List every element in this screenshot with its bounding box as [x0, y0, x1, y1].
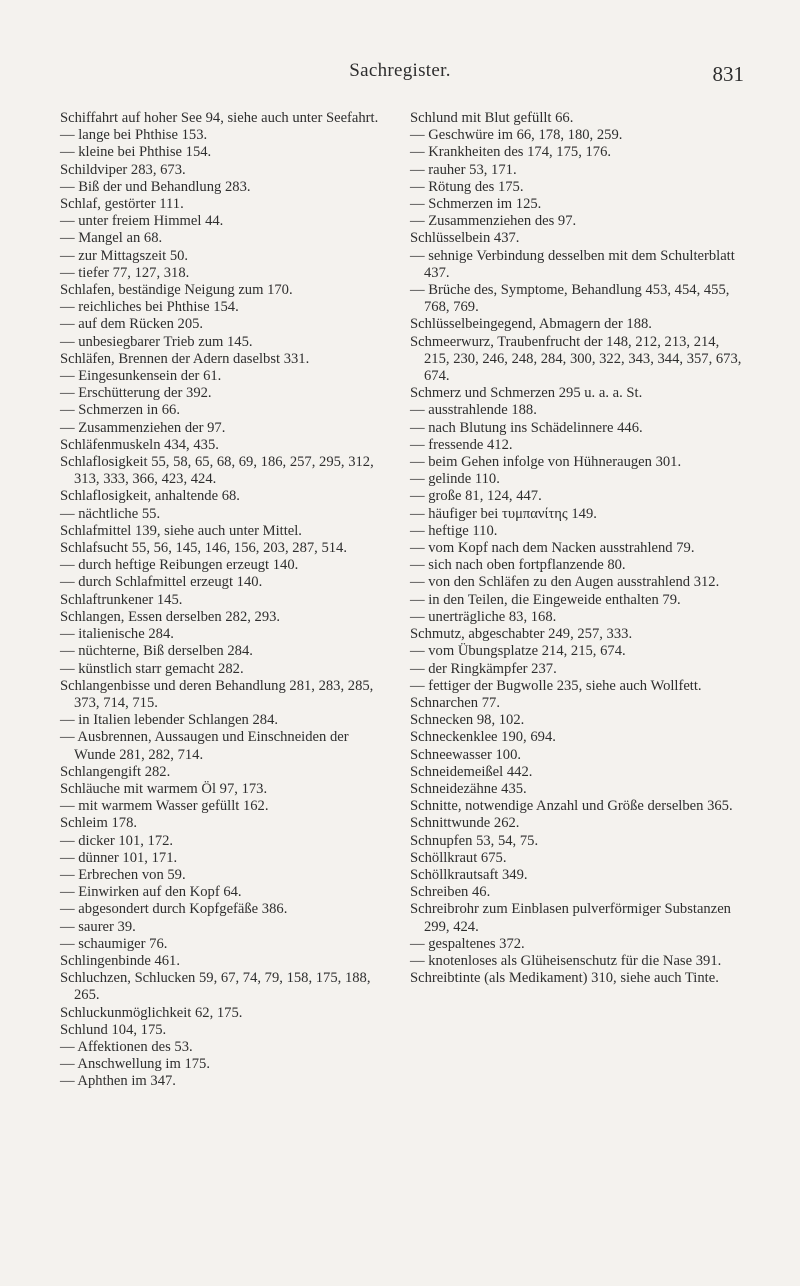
index-entry: — fressende 412.	[410, 436, 513, 453]
index-entry: — Brüche des, Symptome, Behandlung 453, 454, 455, 768, 769.	[410, 282, 730, 316]
index-entry: — gelinde 110.	[410, 471, 500, 488]
index-entry: — unerträgliche 83, 168.	[410, 608, 557, 625]
index-entry: Schmerz und Schmerzen 295 u. a. a. St.	[410, 385, 643, 402]
index-entry: — durch Schlafmittel erzeugt 140.	[60, 574, 263, 591]
index-entry: Schreibtinte (als Medikament) 310, siehe auch Tinte.	[410, 970, 719, 987]
index-entry: — Schmerzen in 66.	[60, 402, 180, 419]
index-entry: Schiffahrt auf hoher See 94, siehe auch unter Seefahrt.	[60, 110, 379, 126]
index-entry: Schöllkraut 675.	[410, 849, 507, 866]
index-entry: Schnarchen 77.	[410, 694, 500, 711]
index-entry: Schnecken 98, 102.	[410, 712, 525, 729]
index-entry: — in den Teilen, die Eingeweide enthalten 79.	[410, 591, 681, 608]
index-entry: Schreiben 46.	[410, 884, 491, 901]
index-entry: — abgesondert durch Kopfgefäße 386.	[60, 901, 288, 918]
index-entry: — häufiger bei τυμπανίτης 149.	[410, 505, 597, 522]
index-entry: Schlund mit Blut gefüllt 66.	[410, 110, 574, 126]
running-title: Sachregister.	[349, 60, 451, 81]
index-entry: — vom Kopf nach dem Nacken ausstrahlend 79.	[410, 540, 695, 557]
index-entry: — Einwirken auf den Kopf 64.	[60, 884, 242, 901]
page-number: 831	[712, 62, 744, 86]
index-entry: Schneidezähne 435.	[410, 780, 527, 797]
index-entry: — Biß der und Behandlung 283.	[60, 178, 251, 195]
index-entry: Schlangenbisse und deren Behandlung 281, 283, 285, 373, 714, 715.	[60, 677, 374, 711]
index-entry: — unbesiegbarer Trieb zum 145.	[60, 333, 253, 350]
index-entry: Schlaflosigkeit, anhaltende 68.	[60, 488, 240, 505]
index-entry: Schreibrohr zum Einblasen pulverförmiger Substanzen 299, 424.	[410, 901, 731, 935]
index-entry: Schleim 178.	[60, 815, 138, 832]
index-entry: Schlund 104, 175.	[60, 1021, 167, 1038]
index-entry: — fettiger der Bugwolle 235, siehe auch Wollfett.	[410, 677, 702, 694]
index-entry: — dicker 101, 172.	[60, 832, 174, 849]
index-entry: Schneckenklee 190, 694.	[410, 729, 556, 746]
index-entry: — in Italien lebender Schlangen 284.	[60, 712, 279, 729]
index-entry: — beim Gehen infolge von Hühneraugen 301.	[410, 454, 682, 471]
index-entry: Schöllkrautsaft 349.	[410, 866, 528, 883]
index-entry: Schneewasser 100.	[410, 746, 522, 763]
index-entry: Schlafen, beständige Neigung zum 170.	[60, 282, 293, 299]
index-entry: — italienische 284.	[60, 626, 174, 643]
index-column-left	[60, 110, 390, 1091]
index-entry: — zur Mittagszeit 50.	[60, 247, 189, 264]
index-entry: — Mangel an 68.	[60, 230, 163, 247]
index-entry: — schaumiger 76.	[60, 935, 168, 952]
index-entry: — knotenloses als Glüheisenschutz für die Nase 391.	[410, 952, 722, 969]
index-entry: — nächtliche 55.	[60, 505, 161, 522]
index-entry: — Erschütterung der 392.	[60, 385, 212, 402]
index-entry: — Eingesunkensein der 61.	[60, 368, 222, 385]
index-entry: — von den Schläfen zu den Augen ausstrahlend 312.	[410, 574, 720, 591]
index-entry: — Geschwüre im 66, 178, 180, 259.	[410, 127, 623, 144]
index-entry: — Aphthen im 347.	[60, 1073, 176, 1090]
index-entry: Schlafmittel 139, siehe auch unter Mittel.	[60, 522, 302, 539]
index-entry: — Schmerzen im 125.	[410, 196, 542, 213]
index-entry: — rauher 53, 171.	[410, 161, 517, 178]
index-entry: Schluckunmöglichkeit 62, 175.	[60, 1004, 243, 1021]
index-entry: Schläuche mit warmem Öl 97, 173.	[60, 780, 268, 797]
index-entry: — Erbrechen von 59.	[60, 866, 186, 883]
index-entry: — kleine bei Phthise 154.	[60, 144, 212, 161]
index-entry: — künstlich starr gemacht 282.	[60, 660, 244, 677]
index-entry: Schlaftrunkener 145.	[60, 591, 183, 608]
index-entry: Schläfenmuskeln 434, 435.	[60, 436, 219, 453]
index-entry: — Zusammenziehen der 97.	[60, 419, 226, 436]
page-header	[0, 58, 800, 88]
index-entry: Schlangen, Essen derselben 282, 293.	[60, 608, 281, 625]
index-entry: — sich nach oben fortpflanzende 80.	[410, 557, 626, 574]
index-entry: — auf dem Rücken 205.	[60, 316, 204, 333]
index-entry: — Ausbrennen, Aussaugen und Einschneiden der Wunde 281, 282, 714.	[60, 729, 349, 763]
index-entry: Schläfen, Brennen der Adern daselbst 331.	[60, 350, 310, 367]
index-entry: Schlafsucht 55, 56, 145, 146, 156, 203, 287, 514.	[60, 540, 347, 557]
index-entry: — nach Blutung ins Schädelinnere 446.	[410, 419, 643, 436]
index-entry: — lange bei Phthise 153.	[60, 127, 208, 144]
index-entry: — nüchterne, Biß derselben 284.	[60, 643, 253, 660]
index-entry: — ausstrahlende 188.	[410, 402, 537, 419]
index-entry: — Rötung des 175.	[410, 178, 524, 195]
index-entry: — mit warmem Wasser gefüllt 162.	[60, 798, 269, 815]
index-entry: — Affektionen des 53.	[60, 1038, 193, 1055]
index-entry: Schlangengift 282.	[60, 763, 171, 780]
index-entry: — tiefer 77, 127, 318.	[60, 264, 190, 281]
index-entry: Schluchzen, Schlucken 59, 67, 74, 79, 158, 175, 188, 265.	[60, 970, 371, 1004]
index-entry: — saurer 39.	[60, 918, 136, 935]
index-entry: — heftige 110.	[410, 522, 498, 539]
index-entry: Schnupfen 53, 54, 75.	[410, 832, 539, 849]
index-entry: Schnittwunde 262.	[410, 815, 520, 832]
index-column-right	[410, 110, 746, 987]
index-entry: Schlingenbinde 461.	[60, 952, 180, 969]
index-entry: Schlaf, gestörter 111.	[60, 196, 184, 213]
index-entry: Schlüsselbeingegend, Abmagern der 188.	[410, 316, 652, 333]
index-entry: — dünner 101, 171.	[60, 849, 178, 866]
index-entry: Schlüsselbein 437.	[410, 230, 520, 247]
index-entry: — durch heftige Reibungen erzeugt 140.	[60, 557, 299, 574]
index-entry: — große 81, 124, 447.	[410, 488, 542, 505]
index-entry: — sehnige Verbindung desselben mit dem Schulterblatt 437.	[410, 247, 735, 281]
index-entry: — Anschwellung im 175.	[60, 1056, 210, 1073]
index-entry: Schildviper 283, 673.	[60, 161, 186, 178]
index-entry: — gespaltenes 372.	[410, 935, 525, 952]
index-entry: — Zusammenziehen des 97.	[410, 213, 577, 230]
index-entry: Schmeerwurz, Traubenfrucht der 148, 212, 213, 214, 215, 230, 246, 248, 284, 300, 322, 343, 344, 357, 673, 674.	[410, 333, 742, 385]
index-entry: — unter freiem Himmel 44.	[60, 213, 224, 230]
index-entry: — vom Übungsplatze 214, 215, 674.	[410, 643, 626, 660]
index-entry: Schmutz, abgeschabter 249, 257, 333.	[410, 626, 633, 643]
index-entry: — Krankheiten des 174, 175, 176.	[410, 144, 612, 161]
index-entry: — reichliches bei Phthise 154.	[60, 299, 239, 316]
index-entry: Schlaflosigkeit 55, 58, 65, 68, 69, 186, 257, 295, 312, 313, 333, 366, 423, 424.	[60, 454, 374, 488]
index-entry: Schneidemeißel 442.	[410, 763, 533, 780]
index-entry: Schnitte, notwendige Anzahl und Größe derselben 365.	[410, 798, 733, 815]
index-entry: — der Ringkämpfer 237.	[410, 660, 557, 677]
